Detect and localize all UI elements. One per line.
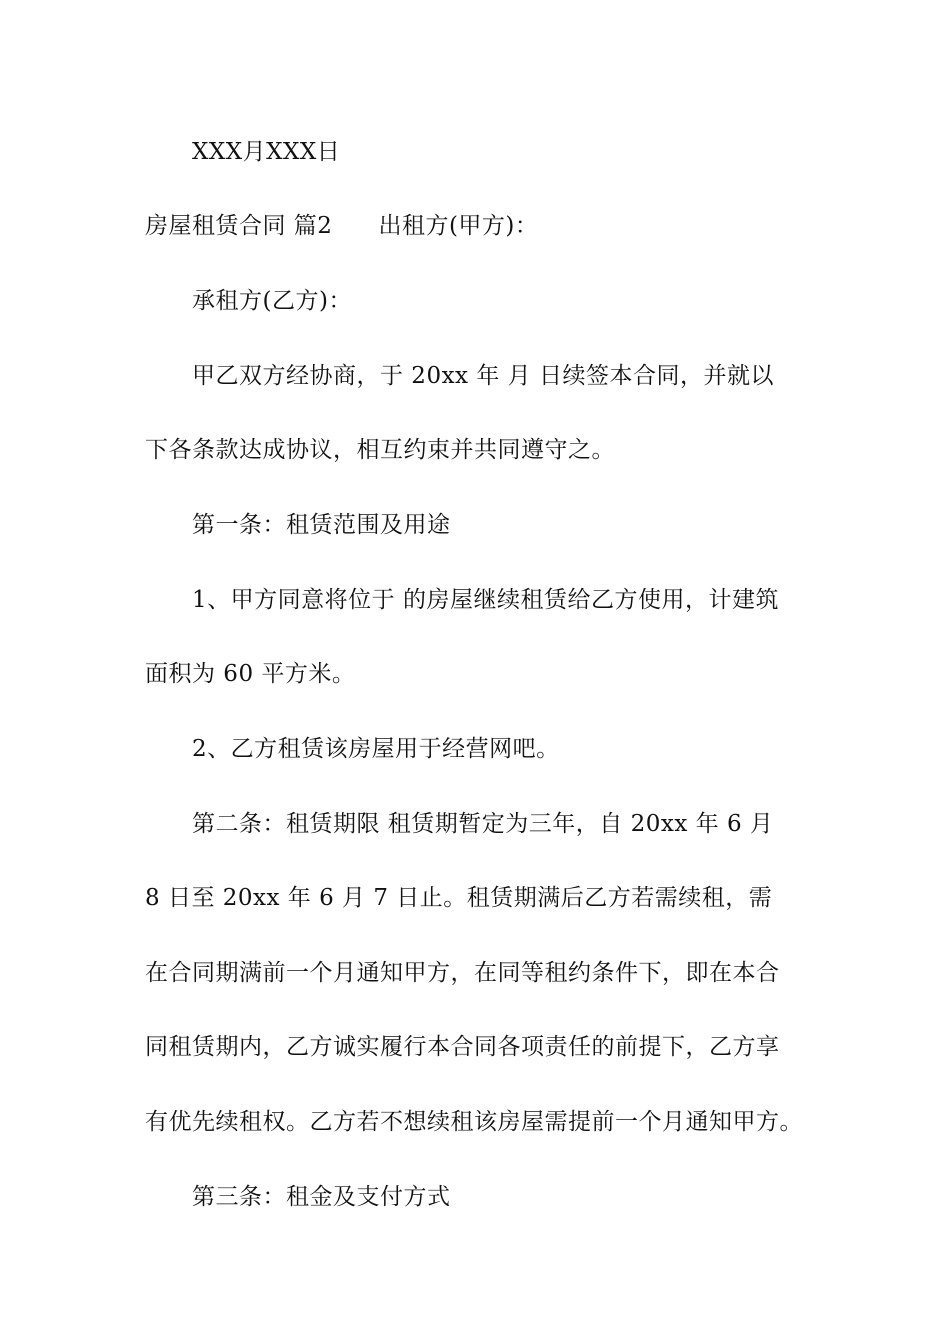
article1-item2: 2、乙方租赁该房屋用于经营网吧。 xyxy=(192,736,560,762)
lessee-label: 承租方(乙方)： xyxy=(192,288,352,314)
article2-line-5: 有优先续租权。乙方若不想续租该房屋需提前一个月通知甲方。 xyxy=(145,1109,803,1135)
lessor-label: 出租方(甲方)： xyxy=(378,213,539,239)
intro-line-2: 下各条款达成协议，相互约束并共同遵守之。 xyxy=(145,437,615,463)
title-line xyxy=(145,211,815,241)
article1-heading: 第一条：租赁范围及用途 xyxy=(192,512,451,538)
article2-line-1: 第二条：租赁期限 租赁期暂定为三年，自 20xx 年 6 月 xyxy=(192,811,774,837)
article1-item1-line-1: 1、甲方同意将位于 的房屋继续租赁给乙方使用，计建筑 xyxy=(192,587,779,613)
article2-line-4: 同租赁期内，乙方诚实履行本合同各项责任的前提下，乙方享 xyxy=(145,1034,780,1060)
contract-title: 房屋租赁合同 篇2 xyxy=(145,213,333,239)
intro-line-1: 甲乙双方经协商，于 20xx 年 月 日续签本合同，并就以 xyxy=(192,363,774,389)
article1-item1-line-2: 面积为 60 平方米。 xyxy=(145,661,356,687)
article2-line-2: 8 日至 20xx 年 6 月 7 日止。租赁期满后乙方若需续租，需 xyxy=(145,885,773,911)
article3-heading: 第三条：租金及支付方式 xyxy=(192,1184,451,1210)
date-line: XXX月XXX日 xyxy=(192,139,341,165)
article2-line-3: 在合同期满前一个月通知甲方，在同等租约条件下，即在本合 xyxy=(145,960,780,986)
